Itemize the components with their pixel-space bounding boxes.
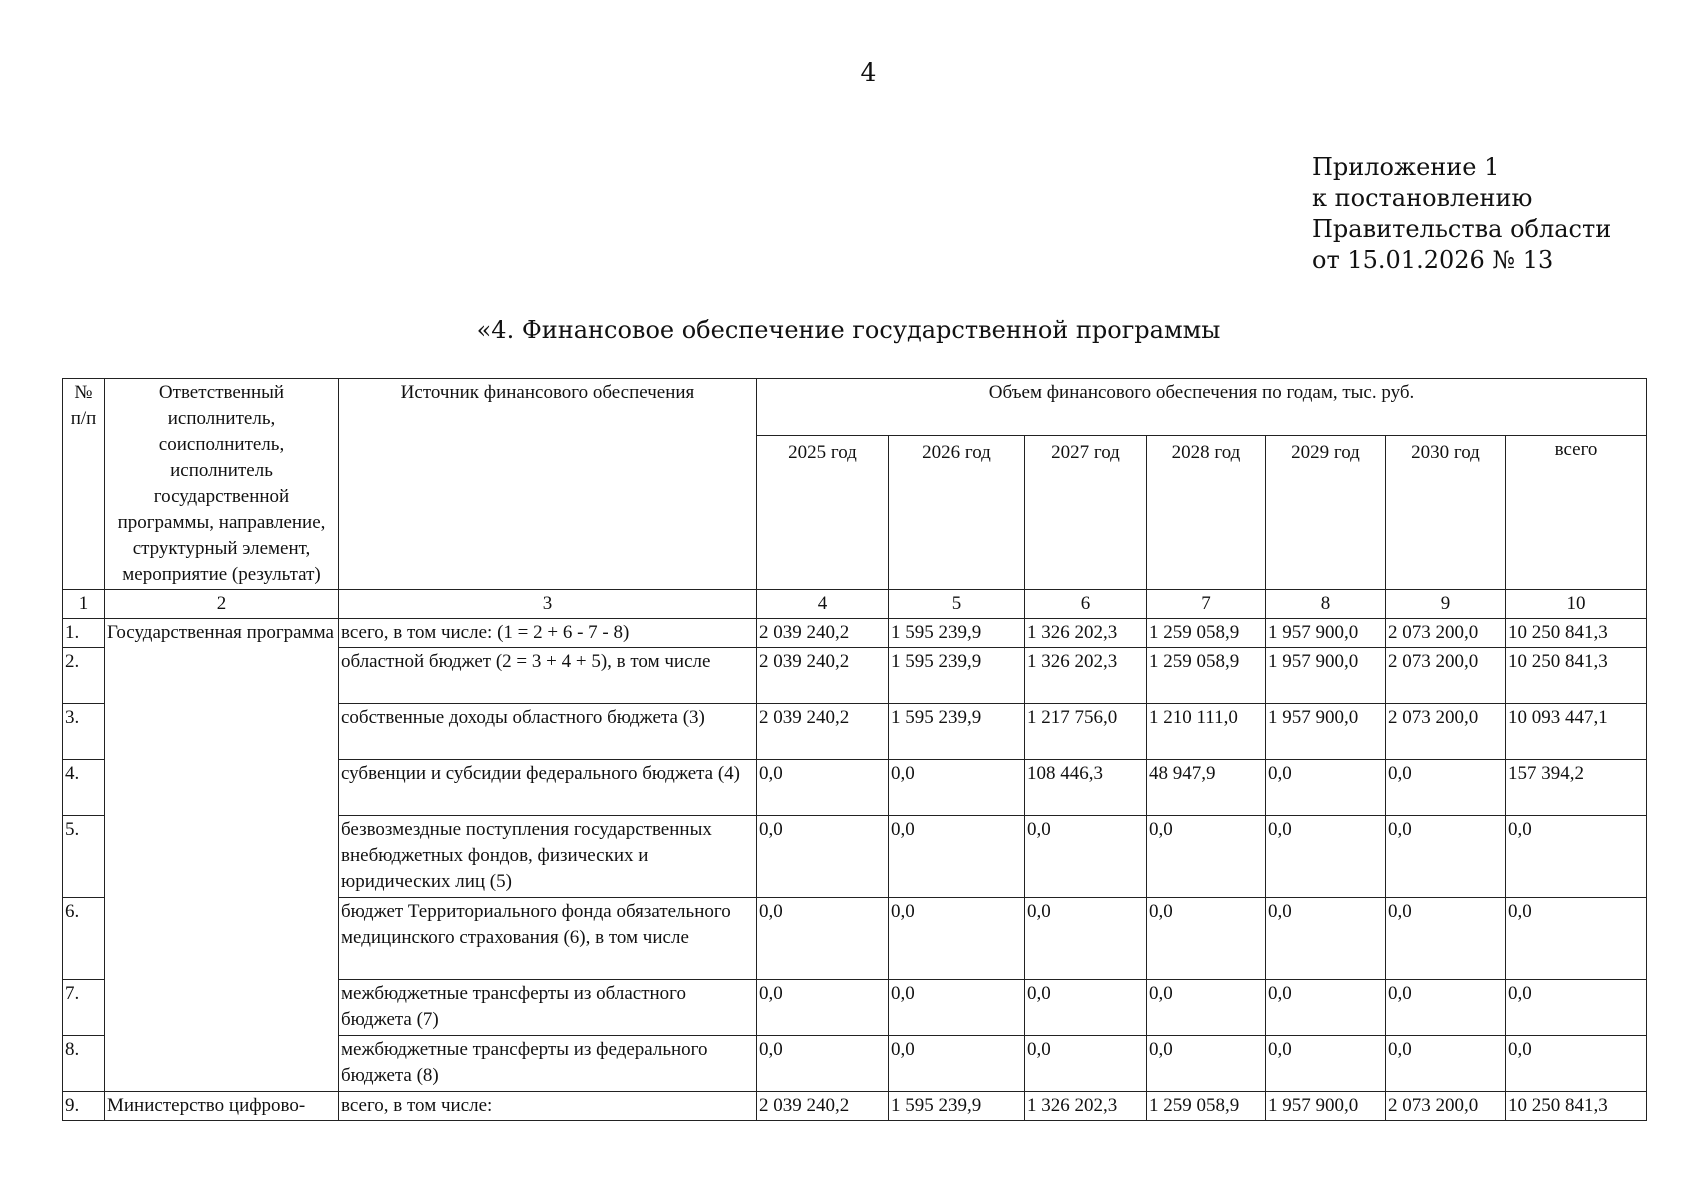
value-cell: 0,0 — [1386, 1036, 1506, 1092]
appendix-line-4: от 15.01.2026 № 13 — [1312, 246, 1554, 274]
financing-table — [62, 378, 1647, 1121]
value-cell: 0,0 — [889, 1036, 1025, 1092]
value-cell: 1 957 900,0 — [1266, 704, 1386, 760]
value-cell: 48 947,9 — [1147, 760, 1266, 816]
value-cell: 157 394,2 — [1506, 760, 1647, 816]
source-cell: всего, в том числе: (1 = 2 + 6 - 7 - 8) — [339, 619, 757, 648]
source-cell: субвенции и субсидии федерального бюджета (4) — [339, 760, 757, 816]
value-cell: 2 039 240,2 — [757, 1092, 889, 1121]
value-cell: 1 259 058,9 — [1147, 1092, 1266, 1121]
value-cell: 0,0 — [757, 980, 889, 1036]
column-number: 9 — [1386, 590, 1506, 619]
value-cell: 0,0 — [1386, 898, 1506, 980]
value-cell: 1 595 239,9 — [889, 619, 1025, 648]
value-cell: 1 595 239,9 — [889, 1092, 1025, 1121]
value-cell: 2 039 240,2 — [757, 619, 889, 648]
executor-state-program — [105, 619, 339, 1092]
header-year-2027: 2027 год — [1025, 436, 1147, 590]
table-body — [63, 379, 1647, 1121]
value-cell: 10 250 841,3 — [1506, 619, 1647, 648]
value-cell: 2 073 200,0 — [1386, 704, 1506, 760]
value-cell: 2 039 240,2 — [757, 704, 889, 760]
row-number: 7. — [63, 980, 105, 1036]
value-cell: 0,0 — [1266, 1036, 1386, 1092]
value-cell: 0,0 — [757, 898, 889, 980]
header-executor: Ответственный исполнитель, соисполнитель, исполнитель государственной программы, направление, структурный элемент, мероприятие (результат) — [105, 379, 339, 590]
row-number: 6. — [63, 898, 105, 980]
value-cell: 2 073 200,0 — [1386, 648, 1506, 704]
value-cell: 0,0 — [1386, 980, 1506, 1036]
value-cell: 10 093 447,1 — [1506, 704, 1647, 760]
header-source: Источник финансового обеспечения — [339, 379, 757, 590]
row-number: 9. — [63, 1092, 105, 1121]
source-cell: бюджет Территориального фонда обязательного медицинского страхования (6), в том числе — [339, 898, 757, 980]
header-year-2028: 2028 год — [1147, 436, 1266, 590]
column-number: 3 — [339, 590, 757, 619]
value-cell: 0,0 — [889, 898, 1025, 980]
value-cell: 0,0 — [1266, 980, 1386, 1036]
value-cell: 0,0 — [1147, 898, 1266, 980]
column-number: 1 — [63, 590, 105, 619]
value-cell: 0,0 — [1386, 760, 1506, 816]
value-cell: 1 595 239,9 — [889, 704, 1025, 760]
header-year-2030: 2030 год — [1386, 436, 1506, 590]
value-cell: 0,0 — [1266, 816, 1386, 898]
row-number: 4. — [63, 760, 105, 816]
header-total: всего — [1506, 436, 1647, 590]
page-number: 4 — [860, 58, 877, 87]
executor-label: Государственная программа — [107, 622, 334, 643]
column-number: 2 — [105, 590, 339, 619]
value-cell: 1 595 239,9 — [889, 648, 1025, 704]
value-cell: 0,0 — [889, 760, 1025, 816]
value-cell: 0,0 — [1506, 816, 1647, 898]
value-cell: 0,0 — [757, 760, 889, 816]
value-cell: 0,0 — [1266, 898, 1386, 980]
value-cell: 1 326 202,3 — [1025, 619, 1147, 648]
appendix-line-2: к постановлению — [1312, 184, 1533, 212]
value-cell: 1 326 202,3 — [1025, 648, 1147, 704]
value-cell: 0,0 — [1386, 816, 1506, 898]
column-number: 5 — [889, 590, 1025, 619]
value-cell: 2 073 200,0 — [1386, 619, 1506, 648]
source-cell: областной бюджет (2 = 3 + 4 + 5), в том числе — [339, 648, 757, 704]
row-number: 1. — [63, 619, 105, 648]
header-row-1 — [63, 379, 1647, 436]
document-title: «4. Финансовое обеспечение государственной программы — [476, 316, 1221, 344]
appendix-block — [1312, 152, 1611, 276]
value-cell: 0,0 — [889, 816, 1025, 898]
header-year-2026: 2026 год — [889, 436, 1025, 590]
row-number: 8. — [63, 1036, 105, 1092]
value-cell: 0,0 — [889, 980, 1025, 1036]
table-row — [63, 1092, 1647, 1121]
value-cell: 1 259 058,9 — [1147, 619, 1266, 648]
table-row — [63, 619, 1647, 648]
header-number: № п/п — [63, 379, 105, 590]
value-cell: 0,0 — [1025, 898, 1147, 980]
appendix-line-3: Правительства области — [1312, 215, 1612, 243]
column-number: 6 — [1025, 590, 1147, 619]
value-cell: 10 250 841,3 — [1506, 1092, 1647, 1121]
value-cell: 0,0 — [1506, 898, 1647, 980]
value-cell: 1 957 900,0 — [1266, 619, 1386, 648]
column-number: 4 — [757, 590, 889, 619]
source-cell: безвозмездные поступления государственных внебюджетных фондов, физических и юридических лиц (5) — [339, 816, 757, 898]
value-cell: 108 446,3 — [1025, 760, 1147, 816]
header-year-2029: 2029 год — [1266, 436, 1386, 590]
value-cell: 1 210 111,0 — [1147, 704, 1266, 760]
source-cell: межбюджетные трансферты из областного бюджета (7) — [339, 980, 757, 1036]
value-cell: 1 217 756,0 — [1025, 704, 1147, 760]
value-cell: 0,0 — [757, 816, 889, 898]
source-cell: собственные доходы областного бюджета (3) — [339, 704, 757, 760]
appendix-line-1: Приложение 1 — [1312, 153, 1500, 181]
value-cell: 1 326 202,3 — [1025, 1092, 1147, 1121]
executor-ministry: Министерство цифрово- — [105, 1092, 339, 1121]
value-cell: 0,0 — [1147, 980, 1266, 1036]
value-cell: 0,0 — [1147, 816, 1266, 898]
row-number: 5. — [63, 816, 105, 898]
value-cell: 1 259 058,9 — [1147, 648, 1266, 704]
value-cell: 0,0 — [1506, 1036, 1647, 1092]
column-number: 8 — [1266, 590, 1386, 619]
value-cell: 0,0 — [1266, 760, 1386, 816]
column-numbers-row — [63, 590, 1647, 619]
header-year-2025: 2025 год — [757, 436, 889, 590]
column-number: 10 — [1506, 590, 1647, 619]
row-number: 3. — [63, 704, 105, 760]
value-cell: 2 073 200,0 — [1386, 1092, 1506, 1121]
column-number: 7 — [1147, 590, 1266, 619]
value-cell: 10 250 841,3 — [1506, 648, 1647, 704]
value-cell: 0,0 — [1025, 1036, 1147, 1092]
value-cell: 0,0 — [757, 1036, 889, 1092]
value-cell: 0,0 — [1025, 980, 1147, 1036]
value-cell: 1 957 900,0 — [1266, 648, 1386, 704]
value-cell: 0,0 — [1025, 816, 1147, 898]
header-volume-group: Объем финансового обеспечения по годам, тыс. руб. — [757, 379, 1647, 436]
row-number: 2. — [63, 648, 105, 704]
value-cell: 2 039 240,2 — [757, 648, 889, 704]
source-cell: всего, в том числе: — [339, 1092, 757, 1121]
value-cell: 1 957 900,0 — [1266, 1092, 1386, 1121]
source-cell: межбюджетные трансферты из федерального бюджета (8) — [339, 1036, 757, 1092]
value-cell: 0,0 — [1147, 1036, 1266, 1092]
value-cell: 0,0 — [1506, 980, 1647, 1036]
